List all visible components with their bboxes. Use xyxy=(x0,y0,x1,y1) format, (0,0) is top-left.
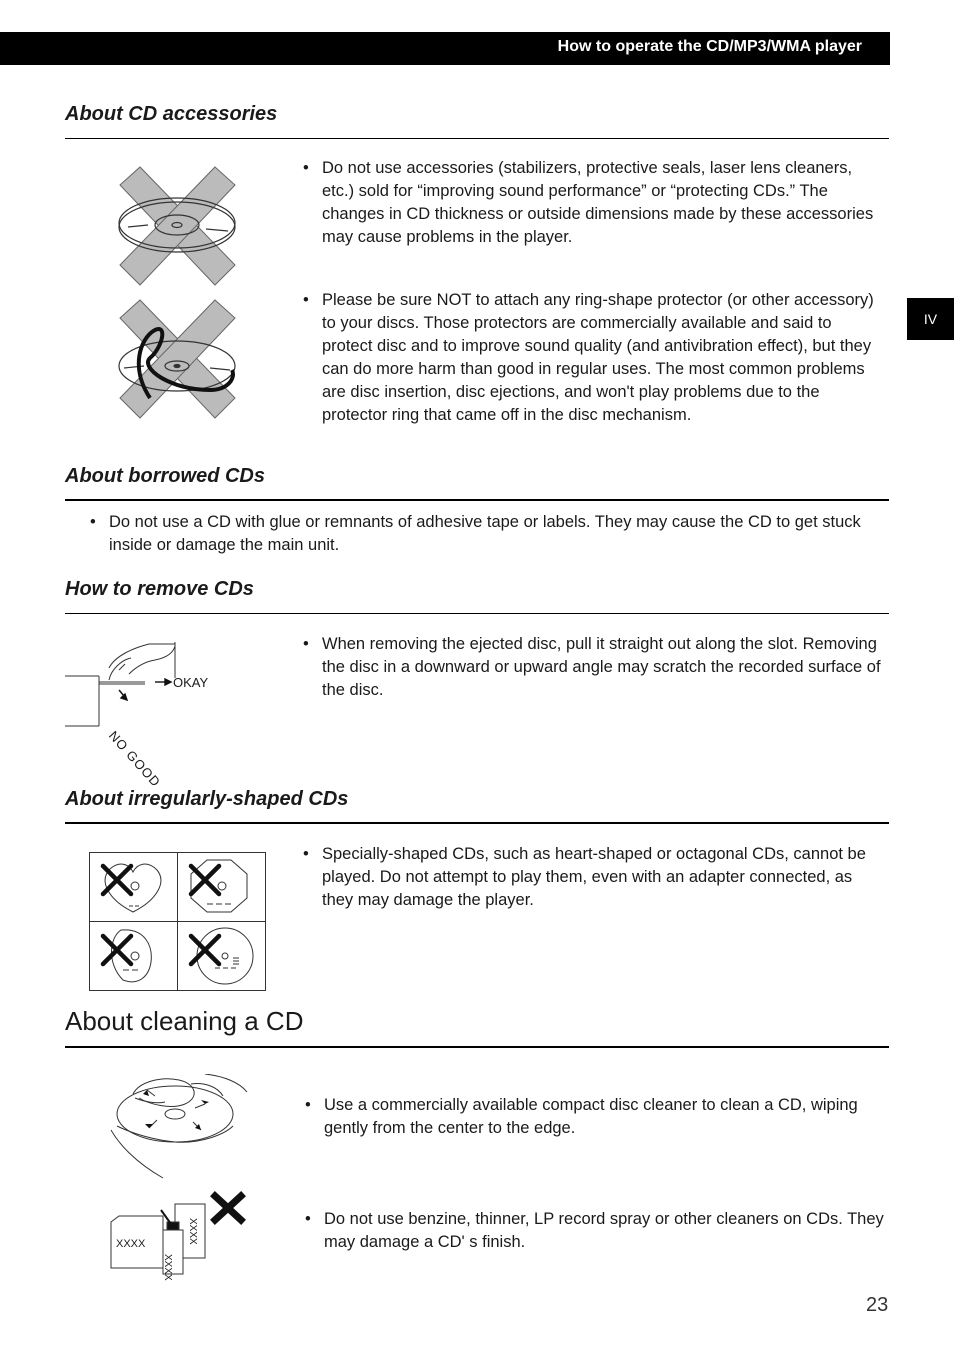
bullet-marker: • xyxy=(305,1210,311,1228)
running-header xyxy=(0,32,890,65)
list-item xyxy=(303,157,882,249)
bullet-text: Do not use benzine, thinner, LP record spray or other cleaners on CDs. They may damage a CD' s finish. xyxy=(324,1210,884,1251)
bullet-marker: • xyxy=(303,291,309,309)
bullet-text: Specially-shaped CDs, such as heart-shaped or octagonal CDs, cannot be played. Do not attempt to play them, even with an adapter connected, as they may damage the player. xyxy=(322,845,866,909)
irregular-discs-crossed-illustration xyxy=(89,852,266,991)
bullet-marker: • xyxy=(305,1096,311,1114)
cleaner-bottles-drawing xyxy=(105,1188,255,1278)
cd-cleaning-illustration xyxy=(105,1074,250,1184)
disc-removal-illustration xyxy=(65,638,265,790)
list-item xyxy=(303,289,882,427)
section-heading-remove: How to remove CDs xyxy=(65,578,254,600)
bullet-text: Use a commercially available compact disc cleaner to clean a CD, wiping gently from the center to the edge. xyxy=(324,1096,858,1137)
list-item xyxy=(305,1208,884,1254)
stabilizer-disc-crossed-illustration xyxy=(110,165,245,290)
list-item xyxy=(303,843,882,912)
bottle-label: XXXX xyxy=(187,1218,198,1245)
okay-label: OKAY xyxy=(173,675,209,690)
cleaner-bottles-crossed-illustration xyxy=(105,1188,255,1281)
section-heading-borrowed: About borrowed CDs xyxy=(65,465,265,487)
section-rule xyxy=(65,499,889,501)
bullet-text: Do not use accessories (stabilizers, protective seals, laser lens cleaners, etc.) sold for “improving sound performance” or “protecting CDs.” The changes in CD thickness or outside dimensions made by these accessories may cause problems in the player. xyxy=(322,159,874,246)
list-item xyxy=(90,511,894,557)
page-number: 23 xyxy=(866,1294,889,1316)
bullet-marker: • xyxy=(90,513,96,531)
bullet-text: When removing the ejected disc, pull it straight out along the slot. Removing the disc in a downward or upward angle may scratch the recorded surface of the disc. xyxy=(322,635,881,699)
bottle-label: XXXX xyxy=(162,1254,173,1281)
section-rule xyxy=(65,1046,889,1048)
section-rule xyxy=(65,822,889,824)
section-heading-irregular: About irregularly-shaped CDs xyxy=(65,788,349,810)
bullet-text: Do not use a CD with glue or remnants of adhesive tape or labels. They may cause the CD to get stuck inside or damage the main unit. xyxy=(109,513,861,554)
header-title: How to operate the CD/MP3/WMA player xyxy=(557,38,862,55)
bullet-marker: • xyxy=(303,845,309,863)
bottle-label: XXXX xyxy=(116,1238,146,1250)
bullet-marker: • xyxy=(303,159,309,177)
bullet-text: Please be sure NOT to attach any ring-shape protector (or other accessory) to your discs. Those protectors are commercially available and said to protect disc and to improve sound quality (and antivibration effect), but they can do more harm than good in regular uses. The most common problems are disc insertion, disc ejections, and won't play problems due to the protector ring that came off in the disc mechanism. xyxy=(322,291,874,424)
list-item xyxy=(303,633,882,702)
bullet-marker: • xyxy=(303,635,309,653)
chapter-tab: IV xyxy=(907,298,954,340)
section-rule xyxy=(65,138,889,139)
section-heading-cleaning: About cleaning a CD xyxy=(65,1006,304,1036)
ring-protector-disc-crossed-illustration xyxy=(110,298,245,423)
disc-removal-drawing xyxy=(65,638,265,763)
section-rule xyxy=(65,613,889,614)
section-heading-accessories: About CD accessories xyxy=(65,103,278,125)
list-item xyxy=(305,1094,884,1140)
no-good-label: NO GOOD xyxy=(105,728,164,790)
